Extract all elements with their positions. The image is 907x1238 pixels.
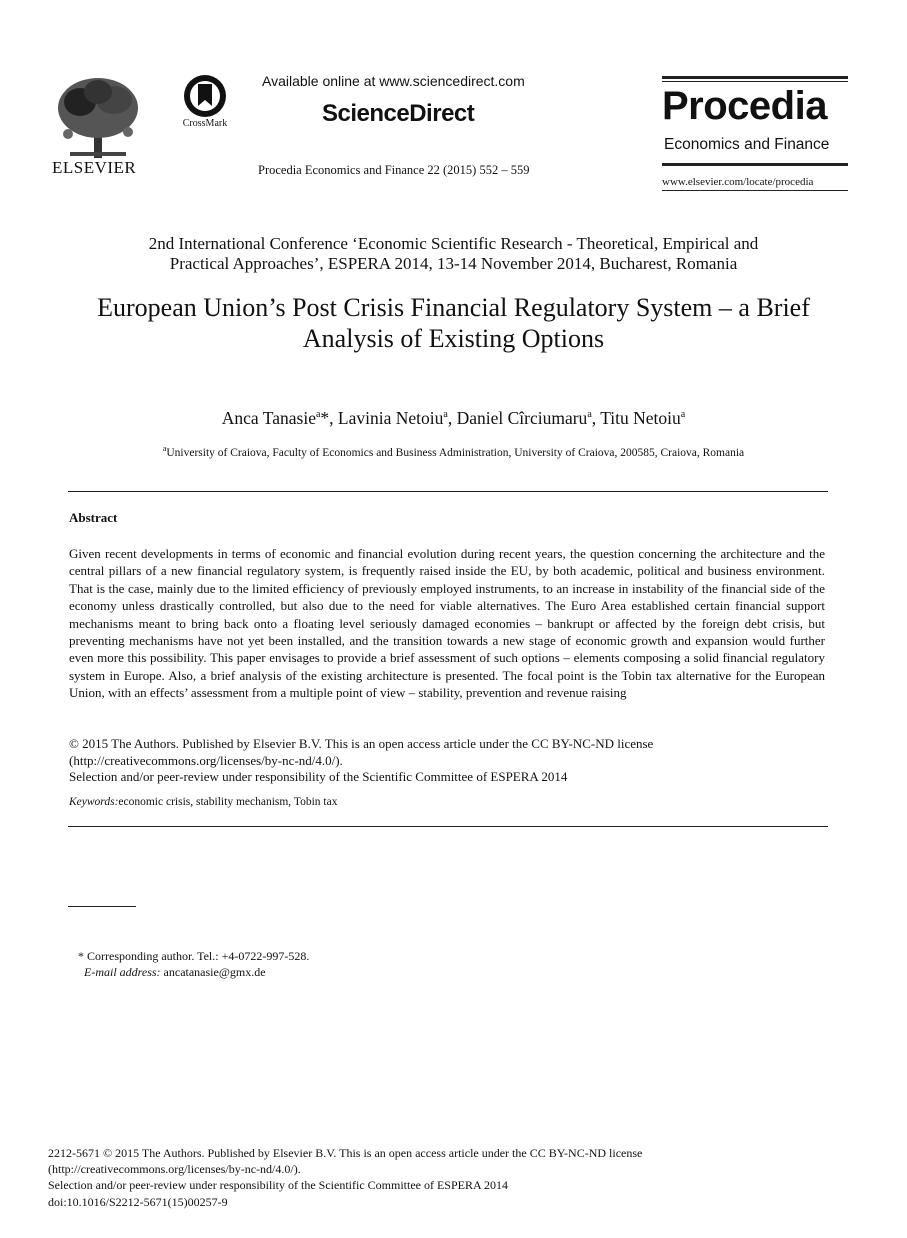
affiliation-text: University of Craiova, Faculty of Economics and Business Administration, University of Craiova, 200585, Craiova, Romania — [166, 446, 745, 459]
issn-line: 2212-5671 © 2015 The Authors. Published by Elsevier B.V. This is an open access article under the CC BY-NC-ND license — [48, 1146, 643, 1160]
divider — [68, 491, 828, 492]
author-name: Anca Tanasie — [221, 408, 316, 428]
conference-line: 2nd International Conference ‘Economic Scientific Research - Theoretical, Empirical and — [148, 234, 759, 253]
author-name: Titu Netoiu — [600, 408, 681, 428]
page-footer — [48, 1145, 868, 1210]
procedia-rule — [662, 190, 848, 191]
title-line: Analysis of Existing Options — [302, 324, 605, 353]
journal-reference: Procedia Economics and Finance 22 (2015) 552 – 559 — [258, 163, 530, 177]
footnote-rule — [68, 906, 136, 907]
crossmark-label: CrossMark — [182, 118, 228, 129]
corresponding-author: * Corresponding author. Tel.: +4-0722-997-528. — [78, 949, 310, 963]
copyright-line: © 2015 The Authors. Published by Elsevier B.V. This is an open access article under the CC BY-NC-ND license — [69, 736, 654, 751]
available-online-text: Available online at www.sciencedirect.com — [262, 73, 525, 89]
sciencedirect-wordmark[interactable]: ScienceDirect — [322, 100, 475, 127]
author-list — [40, 408, 867, 429]
author-affil-mark: a — [315, 409, 321, 421]
email-line — [78, 964, 309, 980]
procedia-url-link[interactable]: www.elsevier.com/locate/procedia — [662, 176, 814, 188]
author-separator: , — [447, 408, 457, 428]
footer-license-link[interactable]: (http://creativecommons.org/licenses/by-nc-nd/4.0/). — [48, 1162, 301, 1177]
author-separator: , — [591, 408, 601, 428]
conference-line: Practical Approaches’, ESPERA 2014, 13-14 November 2014, Bucharest, Romania — [169, 254, 738, 273]
author-name: Daniel Cîrciumaru — [456, 408, 588, 428]
abstract-body: Given recent developments in terms of economic and financial evolution during recent years, the question concerning the architecture and the central pillars of a new financial regulatory system, is frequently raised inside the EU, by both academic, political and business environment. That is the case, mainly due to the limited efficiency of previously employed instruments, to an increase in instability of the financial side of the economy unless drastically controlled, but also due to the need for viable alternatives. The Euro Area established certain financial support mechanisms meant to bring back onto a floating level seriously damaged economies – bankrupt or affected by the foreign debt crisis, but preventing mechanisms have not yet been installed, and the transition towards a new stage of economic growth and expansion would further even more this possibility. This paper envisages to provide a brief assessment of such options – elements composing a solid financial regulatory system in Europe. Also, a brief analysis of the existing architecture is presented. The focal point is the Tobin tax alternative for the European Union, with an effects’ assessment from a multiple point of view – stability, prevention and revenue raising — [69, 546, 825, 701]
keywords — [69, 796, 337, 808]
corresponding-mark: * — [320, 408, 330, 428]
copyright-notice — [69, 736, 829, 786]
elsevier-wordmark: ELSEVIER — [52, 158, 137, 177]
doi[interactable]: doi:10.1016/S2212-5671(15)00257-9 — [48, 1194, 228, 1209]
procedia-title: Procedia — [662, 84, 827, 128]
procedia-rule — [662, 81, 848, 82]
procedia-subtitle: Economics and Finance — [664, 136, 830, 153]
paper-title — [40, 292, 867, 354]
affiliation — [40, 444, 867, 459]
affil-mark: a — [162, 444, 167, 453]
title-line: European Union’s Post Crisis Financial Regulatory System – a Brief — [97, 293, 810, 322]
author-affil-mark: a — [680, 409, 686, 421]
email-address[interactable]: ancatanasie@gmx.de — [163, 965, 266, 979]
author-name: Lavinia Netoiu — [337, 408, 444, 428]
author-separator: , — [329, 408, 338, 428]
license-link[interactable]: (http://creativecommons.org/licenses/by-nc-nd/4.0/). — [69, 752, 343, 768]
procedia-rule — [662, 76, 848, 79]
keywords-label: Keywords: — [69, 796, 119, 808]
footer-peer-review: Selection and/or peer-review under responsibility of the Scientific Committee of ESPERA 2014 — [48, 1178, 508, 1193]
divider — [68, 826, 828, 827]
conference-info — [60, 234, 847, 274]
author-affil-mark: a — [443, 409, 448, 421]
keywords-text: economic crisis, stability mechanism, Tobin tax — [118, 796, 338, 808]
abstract-heading: Abstract — [69, 510, 118, 525]
author-affil-mark: a — [587, 409, 592, 421]
email-label: E-mail address: — [84, 965, 161, 979]
procedia-rule — [662, 163, 848, 166]
footnote — [78, 948, 309, 980]
peer-review-line: Selection and/or peer-review under responsibility of the Scientific Committee of ESPERA 2014 — [69, 769, 568, 785]
